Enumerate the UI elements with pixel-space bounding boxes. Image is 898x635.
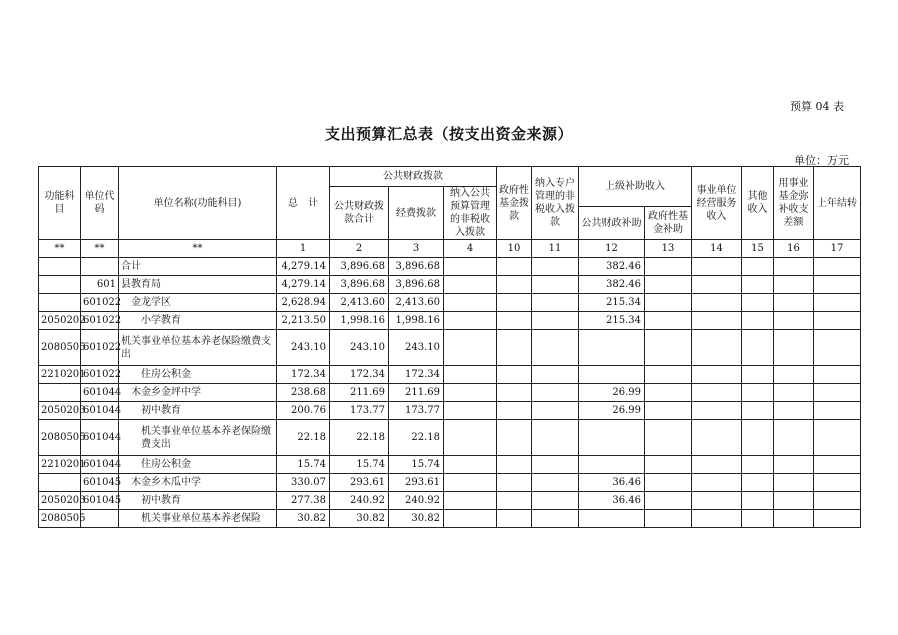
superior-gov-fund-cell: [645, 258, 692, 276]
special-non-tax-cell: [532, 276, 579, 294]
superior-gov-fund-cell: [645, 510, 692, 528]
func-code-cell: [39, 258, 81, 276]
table-row: [39, 492, 861, 510]
special-non-tax-cell: [532, 402, 579, 420]
other-income-cell: [742, 384, 774, 402]
funding-cell: 3,896.68: [389, 276, 444, 294]
unit-name-cell: 机关事业单位基本养老保险缴费支出: [119, 330, 277, 366]
unit-code-cell: 601045: [81, 474, 119, 492]
other-income-cell: [742, 456, 774, 474]
non-tax-cell: [444, 492, 497, 510]
marker-cell: 1: [277, 240, 330, 258]
public-fiscal-total-cell: 243.10: [330, 330, 389, 366]
special-non-tax-cell: [532, 420, 579, 456]
marker-cell: 12: [579, 240, 645, 258]
fund-cover-cell: [774, 384, 814, 402]
superior-public-cell: [579, 510, 645, 528]
func-code-cell: 2050203: [39, 492, 81, 510]
gov-fund-cell: [497, 384, 532, 402]
header-gov-fund: 政府性基金拨款: [497, 167, 532, 240]
unit-name-cell: 金龙学区: [119, 294, 277, 312]
superior-gov-fund-cell: [645, 330, 692, 366]
unit-code-cell: 601044: [81, 456, 119, 474]
unit-name-cell: 机关事业单位基本养老保险: [119, 510, 277, 528]
marker-cell: **: [81, 240, 119, 258]
total-cell: 277.38: [277, 492, 330, 510]
carryover-cell: [814, 474, 861, 492]
unit-code-cell: 601022: [81, 330, 119, 366]
budget-table: [38, 166, 861, 528]
table-row: [39, 510, 861, 528]
fund-cover-cell: [774, 312, 814, 330]
special-non-tax-cell: [532, 492, 579, 510]
header-non-tax: 纳入公共预算管理的非税收入拨款: [444, 187, 497, 240]
unit-code-cell: [81, 258, 119, 276]
unit-name-cell: 小学教育: [119, 312, 277, 330]
non-tax-cell: [444, 474, 497, 492]
gov-fund-cell: [497, 474, 532, 492]
func-code-cell: [39, 474, 81, 492]
unit-name-cell: 住房公积金: [119, 366, 277, 384]
header-public-fiscal: 公共财政拨款: [330, 167, 497, 187]
special-non-tax-cell: [532, 456, 579, 474]
public-fiscal-total-cell: 22.18: [330, 420, 389, 456]
fund-cover-cell: [774, 474, 814, 492]
func-code-cell: [39, 384, 81, 402]
unit-label: 单位：万元: [794, 154, 849, 167]
superior-public-cell: 382.46: [579, 258, 645, 276]
total-cell: 2,213.50: [277, 312, 330, 330]
func-code-cell: [39, 276, 81, 294]
non-tax-cell: [444, 456, 497, 474]
unit-code-cell: 601022: [81, 312, 119, 330]
page-title: 支出预算汇总表（按支出资金来源）: [324, 125, 573, 143]
other-income-cell: [742, 294, 774, 312]
non-tax-cell: [444, 510, 497, 528]
table-row: [39, 294, 861, 312]
fund-cover-cell: [774, 456, 814, 474]
funding-cell: 243.10: [389, 330, 444, 366]
funding-cell: 1,998.16: [389, 312, 444, 330]
other-income-cell: [742, 420, 774, 456]
superior-public-cell: 36.46: [579, 474, 645, 492]
header-superior-public: 公共财政补助: [579, 207, 645, 240]
table-body: [39, 167, 861, 528]
funding-cell: 2,413.60: [389, 294, 444, 312]
header-superior-gov-fund: 政府性基金补助: [645, 207, 692, 240]
unit-name-cell: 合计: [119, 258, 277, 276]
non-tax-cell: [444, 312, 497, 330]
gov-fund-cell: [497, 258, 532, 276]
other-income-cell: [742, 330, 774, 366]
non-tax-cell: [444, 276, 497, 294]
marker-cell: **: [119, 240, 277, 258]
gov-fund-cell: [497, 330, 532, 366]
unit-code-cell: 601022: [81, 366, 119, 384]
gov-fund-cell: [497, 402, 532, 420]
func-code-cell: 2050203: [39, 402, 81, 420]
marker-cell: **: [39, 240, 81, 258]
gov-fund-cell: [497, 456, 532, 474]
header-business-income: 事业单位经营服务收入: [692, 167, 742, 240]
marker-row: [39, 240, 861, 258]
other-income-cell: [742, 510, 774, 528]
gov-fund-cell: [497, 312, 532, 330]
table-row: [39, 420, 861, 456]
business-income-cell: [692, 276, 742, 294]
other-income-cell: [742, 366, 774, 384]
func-code-cell: 2080505: [39, 510, 81, 528]
superior-public-cell: 215.34: [579, 312, 645, 330]
superior-gov-fund-cell: [645, 420, 692, 456]
header-func-code: 功能科目: [39, 167, 81, 240]
public-fiscal-total-cell: 293.61: [330, 474, 389, 492]
funding-cell: 240.92: [389, 492, 444, 510]
header-unit-name: 单位名称(功能科目): [119, 167, 277, 240]
gov-fund-cell: [497, 420, 532, 456]
gov-fund-cell: [497, 276, 532, 294]
total-cell: 200.76: [277, 402, 330, 420]
unit-name-cell: 初中教育: [119, 402, 277, 420]
public-fiscal-total-cell: 3,896.68: [330, 276, 389, 294]
carryover-cell: [814, 510, 861, 528]
special-non-tax-cell: [532, 510, 579, 528]
gov-fund-cell: [497, 510, 532, 528]
header-fund-cover: 用事业基金弥补收支差额: [774, 167, 814, 240]
carryover-cell: [814, 366, 861, 384]
public-fiscal-total-cell: 2,413.60: [330, 294, 389, 312]
superior-public-cell: 215.34: [579, 294, 645, 312]
fund-cover-cell: [774, 402, 814, 420]
business-income-cell: [692, 294, 742, 312]
superior-gov-fund-cell: [645, 456, 692, 474]
table-row: [39, 312, 861, 330]
unit-name-cell: 木金乡木瓜中学: [119, 474, 277, 492]
superior-public-cell: 382.46: [579, 276, 645, 294]
superior-public-cell: 36.46: [579, 492, 645, 510]
business-income-cell: [692, 312, 742, 330]
fund-cover-cell: [774, 492, 814, 510]
special-non-tax-cell: [532, 294, 579, 312]
unit-code-cell: 601044: [81, 384, 119, 402]
funding-cell: 173.77: [389, 402, 444, 420]
table-row: [39, 366, 861, 384]
unit-code-cell: 601: [81, 276, 119, 294]
unit-name-cell: 县教育局: [119, 276, 277, 294]
table-row: [39, 474, 861, 492]
total-cell: 22.18: [277, 420, 330, 456]
header-special-non-tax: 纳入专户管理的非税收入拨款: [532, 167, 579, 240]
carryover-cell: [814, 456, 861, 474]
unit-name-cell: 住房公积金: [119, 456, 277, 474]
superior-public-cell: [579, 456, 645, 474]
header-public-fiscal-total: 公共财政拨款合计: [330, 187, 389, 240]
superior-public-cell: [579, 420, 645, 456]
special-non-tax-cell: [532, 312, 579, 330]
unit-name-cell: 机关事业单位基本养老保险缴费支出: [119, 420, 277, 456]
non-tax-cell: [444, 366, 497, 384]
public-fiscal-total-cell: 173.77: [330, 402, 389, 420]
table-row: [39, 276, 861, 294]
funding-cell: 3,896.68: [389, 258, 444, 276]
other-income-cell: [742, 276, 774, 294]
public-fiscal-total-cell: 15.74: [330, 456, 389, 474]
fund-cover-cell: [774, 420, 814, 456]
superior-gov-fund-cell: [645, 474, 692, 492]
business-income-cell: [692, 474, 742, 492]
superior-gov-fund-cell: [645, 276, 692, 294]
carryover-cell: [814, 294, 861, 312]
funding-cell: 15.74: [389, 456, 444, 474]
funding-cell: 22.18: [389, 420, 444, 456]
unit-name-cell: 初中教育: [119, 492, 277, 510]
marker-cell: 13: [645, 240, 692, 258]
header-funding: 经费拨款: [389, 187, 444, 240]
public-fiscal-total-cell: 1,998.16: [330, 312, 389, 330]
total-cell: 243.10: [277, 330, 330, 366]
funding-cell: 293.61: [389, 474, 444, 492]
unit-code-cell: 601045: [81, 492, 119, 510]
business-income-cell: [692, 510, 742, 528]
business-income-cell: [692, 420, 742, 456]
carryover-cell: [814, 402, 861, 420]
table-row: [39, 258, 861, 276]
public-fiscal-total-cell: 240.92: [330, 492, 389, 510]
marker-cell: 10: [497, 240, 532, 258]
special-non-tax-cell: [532, 258, 579, 276]
funding-cell: 30.82: [389, 510, 444, 528]
fund-cover-cell: [774, 276, 814, 294]
other-income-cell: [742, 402, 774, 420]
carryover-cell: [814, 330, 861, 366]
other-income-cell: [742, 312, 774, 330]
marker-cell: 15: [742, 240, 774, 258]
non-tax-cell: [444, 420, 497, 456]
marker-cell: 16: [774, 240, 814, 258]
funding-cell: 211.69: [389, 384, 444, 402]
total-cell: 330.07: [277, 474, 330, 492]
business-income-cell: [692, 366, 742, 384]
fund-cover-cell: [774, 330, 814, 366]
func-code-cell: 2210201: [39, 366, 81, 384]
gov-fund-cell: [497, 294, 532, 312]
non-tax-cell: [444, 384, 497, 402]
superior-public-cell: [579, 330, 645, 366]
unit-code-cell: 601044: [81, 402, 119, 420]
superior-gov-fund-cell: [645, 366, 692, 384]
non-tax-cell: [444, 258, 497, 276]
other-income-cell: [742, 258, 774, 276]
superior-gov-fund-cell: [645, 312, 692, 330]
business-income-cell: [692, 456, 742, 474]
carryover-cell: [814, 258, 861, 276]
table-row: [39, 384, 861, 402]
unit-name-cell: 木金乡金坪中学: [119, 384, 277, 402]
non-tax-cell: [444, 294, 497, 312]
business-income-cell: [692, 492, 742, 510]
other-income-cell: [742, 474, 774, 492]
marker-cell: 4: [444, 240, 497, 258]
func-code-cell: 2050202: [39, 312, 81, 330]
total-cell: 172.34: [277, 366, 330, 384]
total-cell: 2,628.94: [277, 294, 330, 312]
header-total: 总 计: [277, 167, 330, 240]
fund-cover-cell: [774, 366, 814, 384]
public-fiscal-total-cell: 3,896.68: [330, 258, 389, 276]
total-cell: 4,279.14: [277, 276, 330, 294]
table-row: [39, 402, 861, 420]
marker-cell: 2: [330, 240, 389, 258]
unit-code-cell: 601022: [81, 294, 119, 312]
superior-public-cell: 26.99: [579, 384, 645, 402]
business-income-cell: [692, 384, 742, 402]
header-unit-code: 单位代码: [81, 167, 119, 240]
marker-cell: 14: [692, 240, 742, 258]
public-fiscal-total-cell: 30.82: [330, 510, 389, 528]
special-non-tax-cell: [532, 384, 579, 402]
table-row: [39, 456, 861, 474]
carryover-cell: [814, 276, 861, 294]
marker-cell: 17: [814, 240, 861, 258]
funding-cell: 172.34: [389, 366, 444, 384]
fund-cover-cell: [774, 510, 814, 528]
total-cell: 4,279.14: [277, 258, 330, 276]
header-carryover: 上年结转: [814, 167, 861, 240]
superior-gov-fund-cell: [645, 384, 692, 402]
header-superior-subsidy: 上级补助收入: [579, 167, 692, 207]
carryover-cell: [814, 492, 861, 510]
superior-gov-fund-cell: [645, 402, 692, 420]
unit-code-cell: [81, 510, 119, 528]
business-income-cell: [692, 330, 742, 366]
non-tax-cell: [444, 330, 497, 366]
special-non-tax-cell: [532, 366, 579, 384]
carryover-cell: [814, 384, 861, 402]
fund-cover-cell: [774, 258, 814, 276]
form-number: 预算 04 表: [790, 100, 844, 113]
func-code-cell: 2210201: [39, 456, 81, 474]
business-income-cell: [692, 258, 742, 276]
business-income-cell: [692, 402, 742, 420]
gov-fund-cell: [497, 492, 532, 510]
total-cell: 30.82: [277, 510, 330, 528]
func-code-cell: [39, 294, 81, 312]
table-row: [39, 330, 861, 366]
fund-cover-cell: [774, 294, 814, 312]
gov-fund-cell: [497, 366, 532, 384]
special-non-tax-cell: [532, 474, 579, 492]
non-tax-cell: [444, 402, 497, 420]
carryover-cell: [814, 312, 861, 330]
unit-code-cell: 601044: [81, 420, 119, 456]
special-non-tax-cell: [532, 330, 579, 366]
total-cell: 15.74: [277, 456, 330, 474]
superior-public-cell: [579, 366, 645, 384]
marker-cell: 3: [389, 240, 444, 258]
superior-gov-fund-cell: [645, 294, 692, 312]
header-other-income: 其他收入: [742, 167, 774, 240]
func-code-cell: 2080505: [39, 420, 81, 456]
other-income-cell: [742, 492, 774, 510]
total-cell: 238.68: [277, 384, 330, 402]
public-fiscal-total-cell: 172.34: [330, 366, 389, 384]
carryover-cell: [814, 420, 861, 456]
func-code-cell: 2080505: [39, 330, 81, 366]
marker-cell: 11: [532, 240, 579, 258]
superior-gov-fund-cell: [645, 492, 692, 510]
public-fiscal-total-cell: 211.69: [330, 384, 389, 402]
superior-public-cell: 26.99: [579, 402, 645, 420]
